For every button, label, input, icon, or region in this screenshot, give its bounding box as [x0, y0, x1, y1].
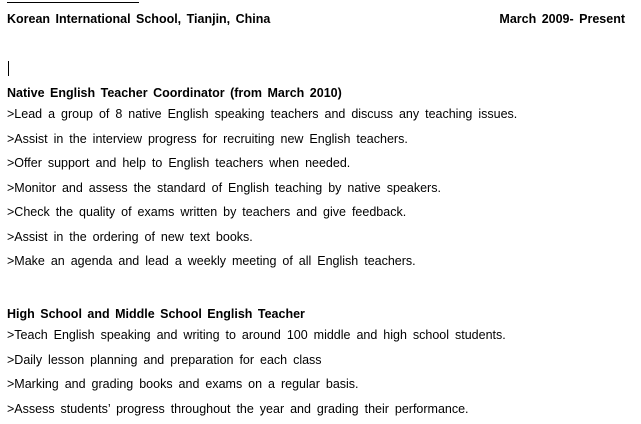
duty-item: >Check the quality of exams written by teachers and give feedback.	[7, 205, 407, 219]
role-title: High School and Middle School English Teacher	[7, 307, 305, 321]
duty-item: >Monitor and assess the standard of English teaching by native speakers.	[7, 180, 441, 195]
duty-item: >Assess students’ progress throughout the year and grading their performance.	[7, 401, 469, 416]
duty-item: >Lead a group of 8 native English speaking teachers and discuss any teaching issues.	[7, 107, 518, 121]
duty-item: >Marking and grading books and exams on a regular basis.	[7, 377, 359, 391]
role-section-teacher	[7, 306, 632, 421]
cut-off-heading-rule	[7, 0, 139, 3]
duty-list	[7, 102, 632, 274]
role-title: Native English Teacher Coordinator (from March 2010)	[7, 86, 342, 100]
duty-list	[7, 323, 632, 421]
employment-dates: March 2009- Present	[499, 12, 625, 26]
duty-item: >Daily lesson planning and preparation for each class	[7, 352, 322, 367]
duty-item: >Teach English speaking and writing to around 100 middle and high school students.	[7, 328, 506, 342]
text-cursor[interactable]	[8, 61, 9, 76]
duty-item: >Assist in the interview progress for recruiting new English teachers.	[7, 131, 408, 146]
duty-item: >Make an agenda and lead a weekly meeting of all English teachers.	[7, 254, 416, 268]
employment-header	[7, 12, 625, 30]
employer-name: Korean International School, Tianjin, China	[7, 12, 271, 26]
duty-item: >Offer support and help to English teachers when needed.	[7, 156, 351, 170]
duty-item: >Assist in the ordering of new text books.	[7, 229, 253, 244]
role-section-coordinator	[7, 85, 632, 274]
